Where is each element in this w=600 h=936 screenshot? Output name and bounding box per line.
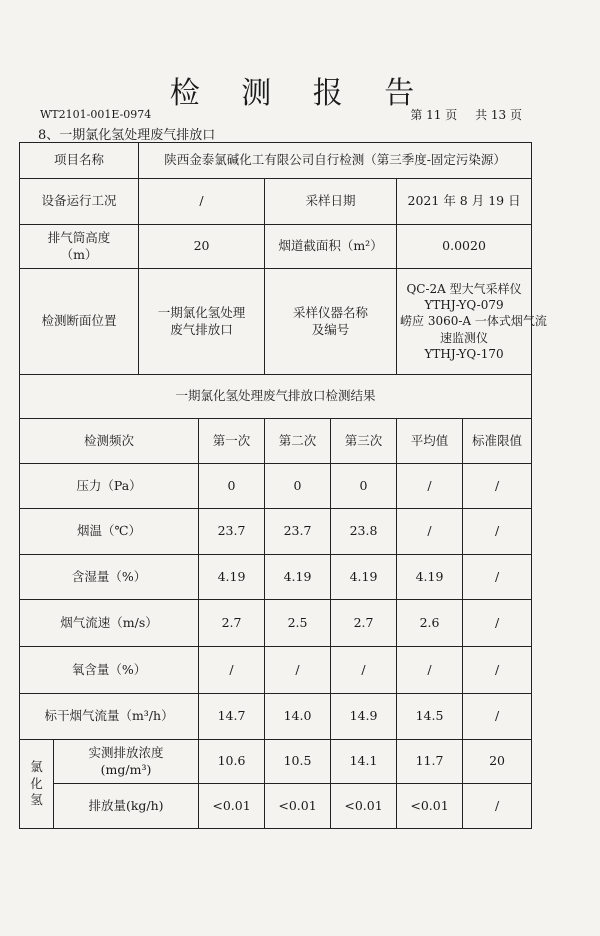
sampling-date-value: 2021 年 8 月 19 日 (397, 179, 532, 225)
report-title: 检 测 报 告 (169, 76, 431, 111)
duct-area-label: 烟道截面积（m²） (265, 225, 397, 269)
cell-v3: 14.1 (331, 740, 397, 784)
stack-height-value: 20 (139, 225, 265, 269)
cell-v2: 0 (265, 464, 331, 509)
header-average: 平均值 (397, 419, 463, 464)
report-table (19, 142, 547, 829)
cell-v2: 23.7 (265, 509, 331, 555)
cell-v2: <0.01 (265, 784, 331, 829)
table-row (20, 464, 532, 509)
table-row (20, 143, 532, 179)
condition-value: / (139, 179, 265, 225)
cell-average: / (397, 647, 463, 694)
condition-label: 设备运行工况 (20, 179, 139, 225)
cell-v3: 23.8 (331, 509, 397, 555)
position-label: 检测断面位置 (20, 269, 139, 375)
table-row (20, 694, 532, 740)
cell-v2: 4.19 (265, 555, 331, 600)
project-value: 陕西金泰氯碱化工有限公司自行检测（第三季度-固定污染源） (139, 143, 532, 179)
hcl-group-label: 氯 化 氢 (20, 740, 54, 829)
header-first: 第一次 (199, 419, 265, 464)
cell-v1: 23.7 (199, 509, 265, 555)
table-row (20, 225, 532, 269)
cell-average: 11.7 (397, 740, 463, 784)
table-header-row (20, 419, 532, 464)
cell-average: 4.19 (397, 555, 463, 600)
row-label: 含湿量（%） (20, 555, 199, 600)
header-item: 检测频次 (20, 419, 199, 464)
cell-average: 14.5 (397, 694, 463, 740)
hcl-conc-label: 实测排放浓度 (mg/m³) (54, 740, 199, 784)
cell-v2: 2.5 (265, 600, 331, 647)
table-row (20, 509, 532, 555)
duct-area-value: 0.0020 (397, 225, 532, 269)
row-label: 氧含量（%） (20, 647, 199, 694)
table-row (20, 269, 532, 375)
cell-limit: 20 (463, 740, 532, 784)
cell-v1: 14.7 (199, 694, 265, 740)
cell-v3: <0.01 (331, 784, 397, 829)
instrument-label: 采样仪器名称 及编号 (265, 269, 397, 375)
cell-v1: / (199, 647, 265, 694)
cell-v1: 4.19 (199, 555, 265, 600)
instrument-value: QC-2A 型大气采样仪 YTHJ-YQ-079 崂应 3060-A 一体式烟气流 速监测仪 YTHJ-YQ-170 (397, 269, 532, 375)
header-second: 第二次 (265, 419, 331, 464)
cell-v1: <0.01 (199, 784, 265, 829)
row-label: 压力（Pa） (20, 464, 199, 509)
cell-v2: 10.5 (265, 740, 331, 784)
cell-v1: 10.6 (199, 740, 265, 784)
cell-average: / (397, 509, 463, 555)
header-third: 第三次 (331, 419, 397, 464)
cell-v1: 2.7 (199, 600, 265, 647)
row-label: 标干烟气流量（m³/h） (20, 694, 199, 740)
cell-limit: / (463, 600, 532, 647)
cell-limit: / (463, 555, 532, 600)
hcl-rate-label: 排放量(kg/h) (54, 784, 199, 829)
table-row (20, 740, 532, 784)
cell-average: 2.6 (397, 600, 463, 647)
cell-v3: 14.9 (331, 694, 397, 740)
cell-v3: 0 (331, 464, 397, 509)
project-label: 项目名称 (20, 143, 139, 179)
row-label: 烟温（℃） (20, 509, 199, 555)
cell-average: / (397, 464, 463, 509)
cell-limit: / (463, 509, 532, 555)
page-number: 第 11 页 (410, 108, 458, 122)
table-row (20, 784, 532, 829)
results-title: 一期氯化氢处理废气排放口检测结果 (20, 375, 532, 419)
cell-limit: / (463, 647, 532, 694)
cell-limit: / (463, 784, 532, 829)
page-total: 共 13 页 (475, 108, 522, 122)
position-value: 一期氯化氢处理 废气排放口 (139, 269, 265, 375)
section-heading: 8、一期氯化氢处理废气排放口 (38, 128, 216, 143)
sampling-date-label: 采样日期 (265, 179, 397, 225)
cell-v2: 14.0 (265, 694, 331, 740)
page-indicator (396, 106, 522, 123)
header-limit: 标准限值 (463, 419, 532, 464)
table-row (20, 647, 532, 694)
cell-v3: / (331, 647, 397, 694)
cell-average: <0.01 (397, 784, 463, 829)
table-row (20, 179, 532, 225)
cell-v3: 4.19 (331, 555, 397, 600)
cell-limit: / (463, 464, 532, 509)
table-row (20, 375, 532, 419)
table-row (20, 555, 532, 600)
row-label: 烟气流速（m/s） (20, 600, 199, 647)
report-number: WT2101-001E-0974 (40, 108, 152, 121)
cell-limit: / (463, 694, 532, 740)
cell-v3: 2.7 (331, 600, 397, 647)
cell-v1: 0 (199, 464, 265, 509)
cell-v2: / (265, 647, 331, 694)
stack-height-label: 排气筒高度 （m） (20, 225, 139, 269)
table-row (20, 600, 532, 647)
